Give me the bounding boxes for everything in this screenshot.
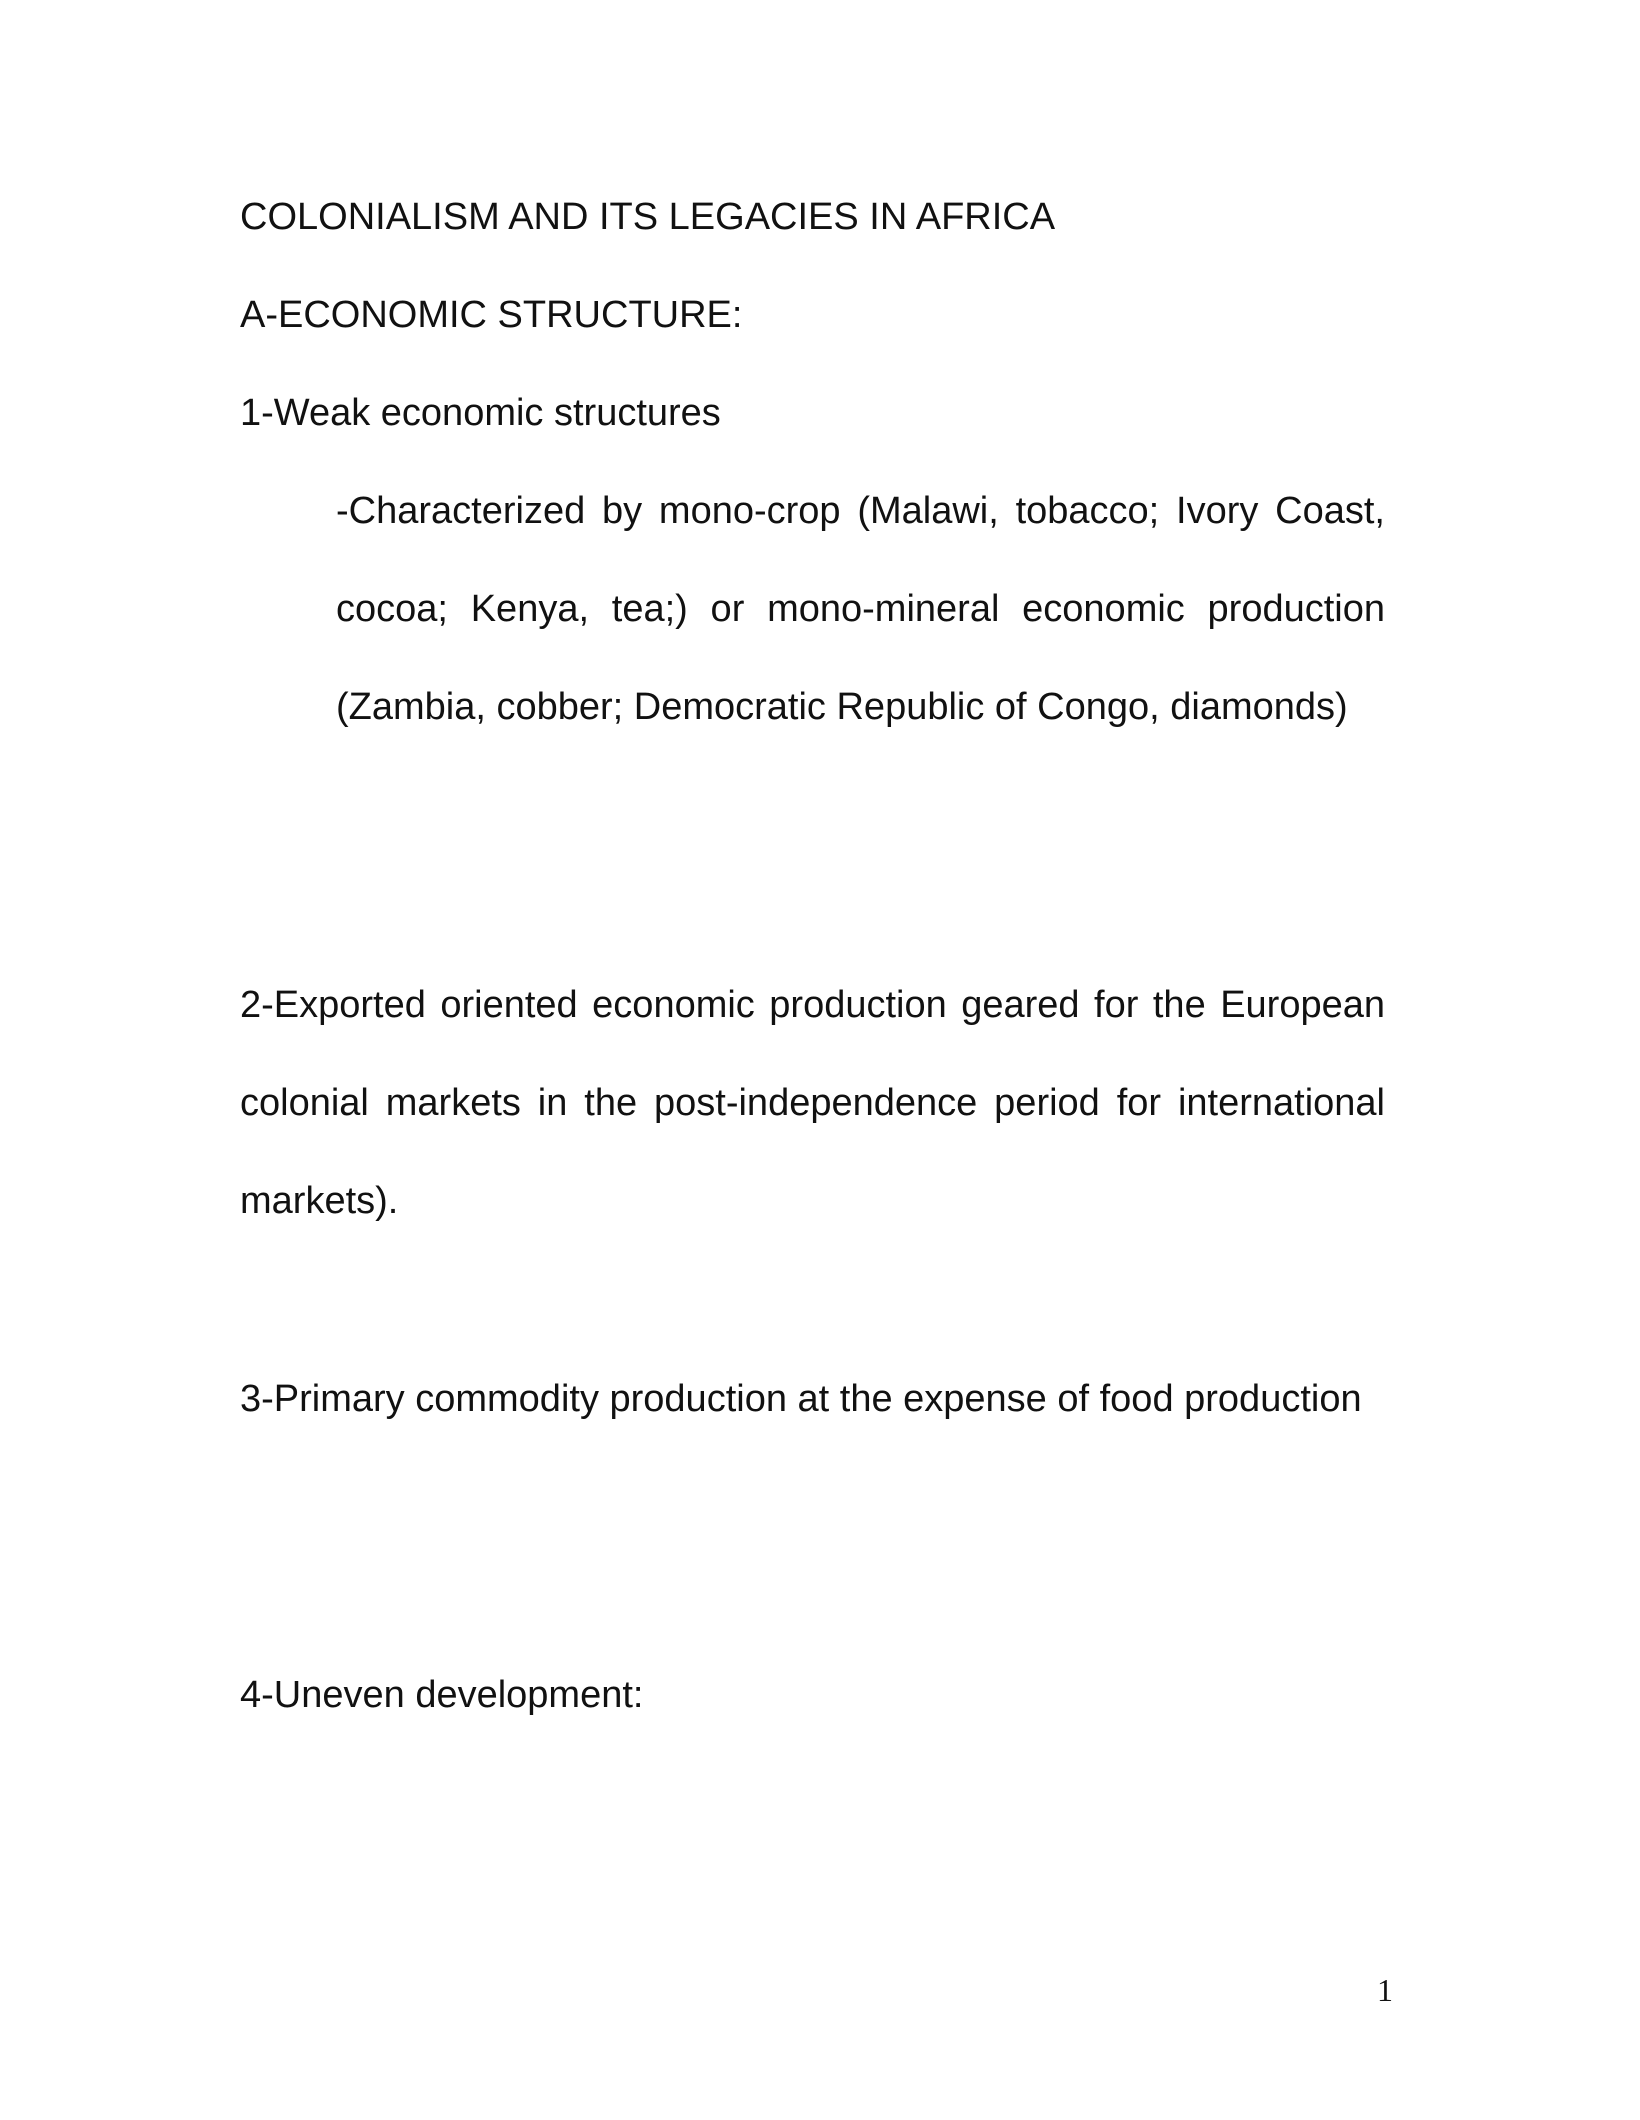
point-3-paragraph: 3-Primary commodity production at the expense of food production <box>240 1378 1362 1420</box>
point-4-heading: 4-Uneven development: <box>240 1674 644 1716</box>
document-title: COLONIALISM AND ITS LEGACIES IN AFRICA <box>240 196 1056 238</box>
page-number: 1 <box>1377 1972 1393 2008</box>
section-heading: A-ECONOMIC STRUCTURE: <box>240 294 743 336</box>
point-2-paragraph: 2-Exported oriented economic production geared for the European colonial markets in the post-independence period for international markets). <box>240 984 1385 1222</box>
point-1-heading: 1-Weak economic structures <box>240 392 721 434</box>
point-1-detail: -Characterized by mono-crop (Malawi, tobacco; Ivory Coast, cocoa; Kenya, tea;) or mono-mineral economic production (Zambia, cobber; Democratic Republic of Congo, diamonds) <box>336 490 1385 728</box>
